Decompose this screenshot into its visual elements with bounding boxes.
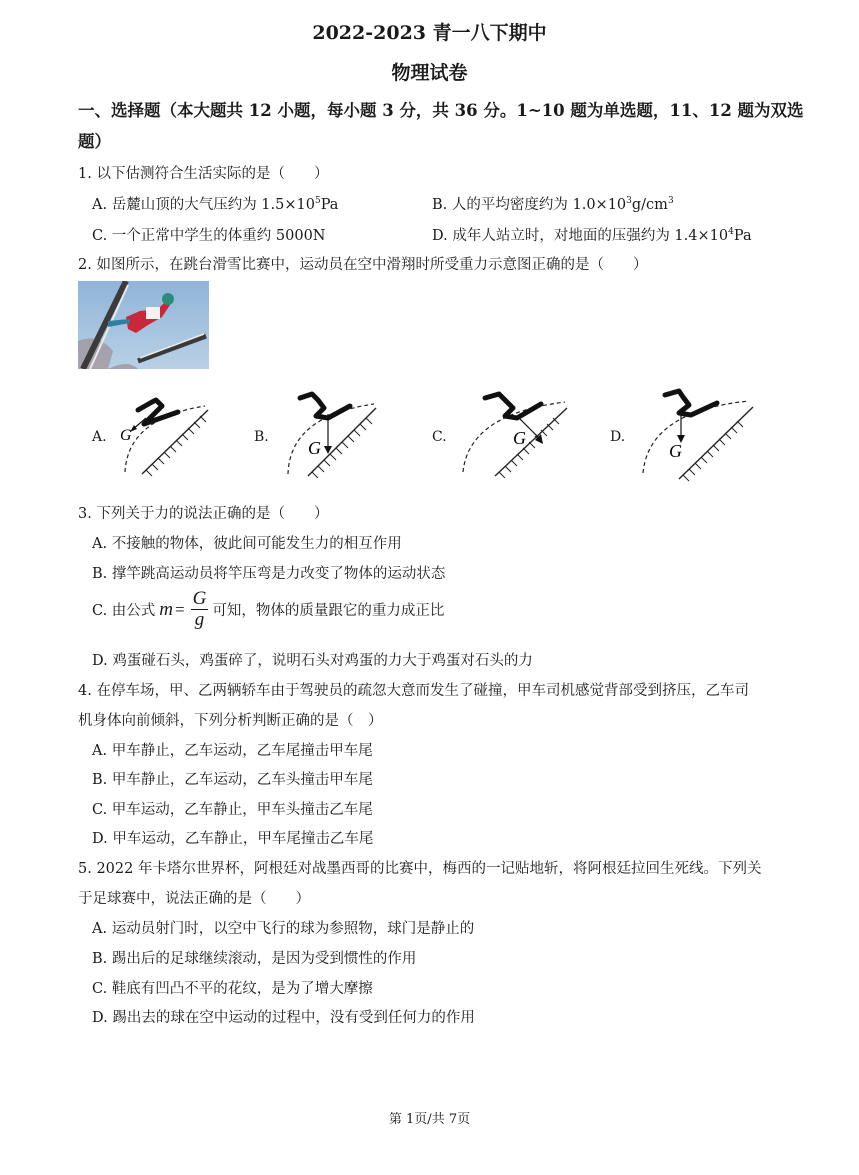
option-c-suffix: 可知，物体的质量跟它的重力成正比 [212, 603, 445, 619]
exponent: 4 [728, 227, 734, 237]
unit: Pa [733, 228, 752, 244]
question-5-stem-line1: 5. 2022 年卡塔尔世界杯，阿根廷对战墨西哥的比赛中，梅西的一记贴地斩，将阿根廷拉回生死线。下列关 [78, 861, 762, 877]
question-1-stem: 1. 以下估测符合生活实际的是（ ） [78, 166, 329, 182]
page-number: 第 1页/共 7页 [388, 1112, 471, 1127]
question-5-option-b: B. 踢出后的足球继续滚动，是因为受到惯性的作用 [92, 951, 417, 967]
question-1-option-a [92, 193, 338, 214]
formula-fraction [191, 589, 209, 630]
formula-m: m [159, 598, 174, 620]
diagram-c-label: C. [432, 429, 447, 445]
question-3-option-c [92, 589, 444, 630]
formula-equals: = [175, 599, 185, 619]
diagram-d-label: D. [610, 429, 626, 445]
diagram-c [455, 388, 570, 478]
exam-title: 2022-2023 青一八下期中 [312, 22, 547, 44]
unit: Pa [320, 197, 339, 213]
question-3-option-b: B. 撑竿跳高运动员将竿压弯是力改变了物体的运动状态 [92, 566, 446, 582]
question-4-option-d: D. 甲车运动，乙车静止，甲车尾撞击乙车尾 [92, 831, 374, 847]
section-heading-line1: 一、选择题（本大题共 12 小题，每小题 3 分，共 36 分。1~10 题为单选题，11、12 题为双选 [78, 101, 804, 120]
question-4-option-a: A. 甲车静止，乙车运动，乙车尾撞击甲车尾 [92, 743, 373, 759]
exponent: 3 [667, 196, 674, 206]
exam-subtitle: 物理试卷 [391, 62, 468, 84]
question-5-option-d: D. 踢出去的球在空中运动的过程中，没有受到任何力的作用 [92, 1010, 475, 1026]
option-b-text: B. 人的平均密度约为 1.0×10 [432, 197, 627, 213]
formula-denominator: g [194, 609, 205, 630]
formula-numerator: G [192, 588, 207, 609]
diagram-d [635, 383, 755, 483]
force-label-g: G [120, 427, 132, 444]
question-4-option-b: B. 甲车静止，乙车运动，乙车头撞击甲车尾 [92, 772, 373, 788]
section-heading-line2: 题） [78, 132, 111, 151]
question-4-stem-line2: 机身体向前倾斜，下列分析判断正确的是（ ） [78, 713, 383, 729]
mass-formula [155, 589, 212, 630]
question-3-option-d: D. 鸡蛋碰石头，鸡蛋碎了，说明石头对鸡蛋的力大于鸡蛋对石头的力 [92, 653, 533, 669]
question-5-stem-line2: 于足球赛中，说法正确的是（ ） [78, 891, 310, 907]
question-1-option-c: C. 一个正常中学生的体重约 5000N [92, 228, 326, 244]
question-3-option-a: A. 不接触的物体，彼此间可能发生力的相互作用 [92, 536, 402, 552]
unit: g/cm [631, 197, 668, 213]
question-1-option-b [432, 193, 674, 214]
question-1-option-d [432, 224, 752, 245]
question-3-stem: 3. 下列关于力的说法正确的是（ ） [78, 506, 329, 522]
exponent: 5 [314, 196, 321, 206]
exponent: 3 [626, 196, 632, 206]
ski-jumper-photo [78, 281, 209, 369]
diagram-a [110, 388, 215, 478]
question-4-option-c: C. 甲车运动，乙车静止，甲车头撞击乙车尾 [92, 802, 373, 818]
question-2-stem: 2. 如图所示，在跳台滑雪比赛中，运动员在空中滑翔时所受重力示意图正确的是（ ） [78, 257, 648, 273]
diagram-b-label: B. [254, 429, 269, 445]
force-label-g: G [513, 428, 526, 448]
diagram-a-label: A. [92, 429, 107, 445]
question-4-stem-line1: 4. 在停车场，甲、乙两辆轿车由于驾驶员的疏忽大意而发生了碰撞，甲车司机感觉背部受到挤压，乙车司 [78, 683, 749, 699]
diagram-b [278, 388, 378, 478]
force-label-g: G [308, 438, 321, 458]
option-a-text: A. 岳麓山顶的大气压约为 1.5×10 [92, 197, 315, 213]
question-5-option-c: C. 鞋底有凹凸不平的花纹，是为了增大摩擦 [92, 981, 373, 997]
option-c-prefix: C. 由公式 [92, 603, 156, 619]
option-d-text: D. 成年人站立时，对地面的压强约为 1.4×10 [432, 228, 729, 244]
force-label-g: G [669, 441, 682, 461]
question-5-option-a: A. 运动员射门时，以空中飞行的球为参照物，球门是静止的 [92, 921, 475, 937]
